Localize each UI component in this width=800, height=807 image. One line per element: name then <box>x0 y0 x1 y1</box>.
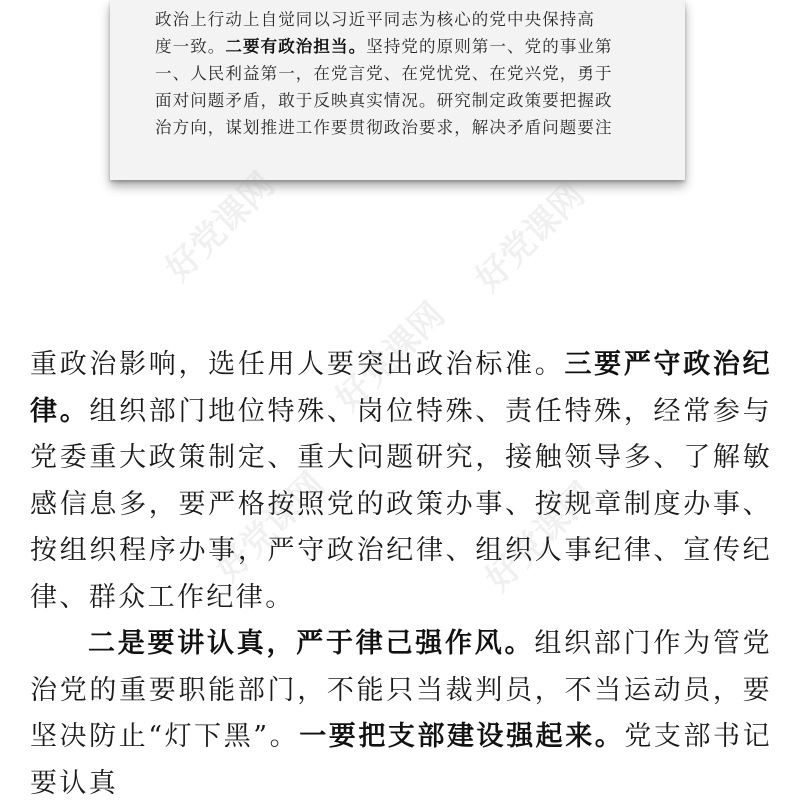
text-run: 组织部门地位特殊、岗位特殊、责任特殊，经常参与党委重大政策制定、重大问题研究，接触领导多、了解敏感信息多，要严格按照党的政策办事、按规章制度办事、按组织程序办事，严守政治纪律、组织人事纪律、宣传纪律、群众工作纪律。 <box>30 395 772 613</box>
bold-heading: 一要把支部建设强起来。 <box>299 721 625 752</box>
excerpt-line <box>155 33 655 60</box>
watermark: 好党课网 <box>158 164 283 290</box>
excerpt-text-run: 度一致。 <box>155 37 226 56</box>
excerpt-card <box>110 0 685 180</box>
paragraph <box>30 621 772 807</box>
watermark: 好党课网 <box>468 174 593 300</box>
watermark: 好党课网 <box>208 464 333 590</box>
text-run: 组织部门作为管党治党的重要职能部门，不能只当裁判员，不当运动员，要坚决防止“灯下黑”。 <box>30 628 773 752</box>
bold-heading: 三要严守政治纪律。 <box>30 349 772 427</box>
text-run: 重政治影响，选任用人要突出政治标准。 <box>30 349 565 380</box>
excerpt-line: 政治上行动上自觉同以习近平同志为核心的党中央保持高 <box>155 10 595 29</box>
watermark: 好党课网 <box>478 474 603 600</box>
bold-heading: 二是要讲认真，严于律己强作风。 <box>88 628 535 659</box>
excerpt-bold-heading: 二要有政治担当。 <box>225 37 367 56</box>
excerpt-line: 治方向，谋划推进工作要贯彻政治要求，解决矛盾问题要注 <box>155 118 613 137</box>
excerpt-text-run: 坚持党的原则第一、党的事业第 <box>366 37 613 56</box>
paragraph <box>30 342 772 621</box>
watermark: 好党课网 <box>328 294 453 420</box>
excerpt-line: 面对问题矛盾，敢于反映真实情况。研究制定政策要把握政 <box>155 91 613 110</box>
text-run: 党支部书记要认真 <box>30 721 772 799</box>
excerpt-line: 一、人民利益第一，在党言党、在党忧党、在党兴党，勇于 <box>155 64 613 83</box>
article-body <box>30 342 772 807</box>
excerpt-text <box>155 6 655 141</box>
